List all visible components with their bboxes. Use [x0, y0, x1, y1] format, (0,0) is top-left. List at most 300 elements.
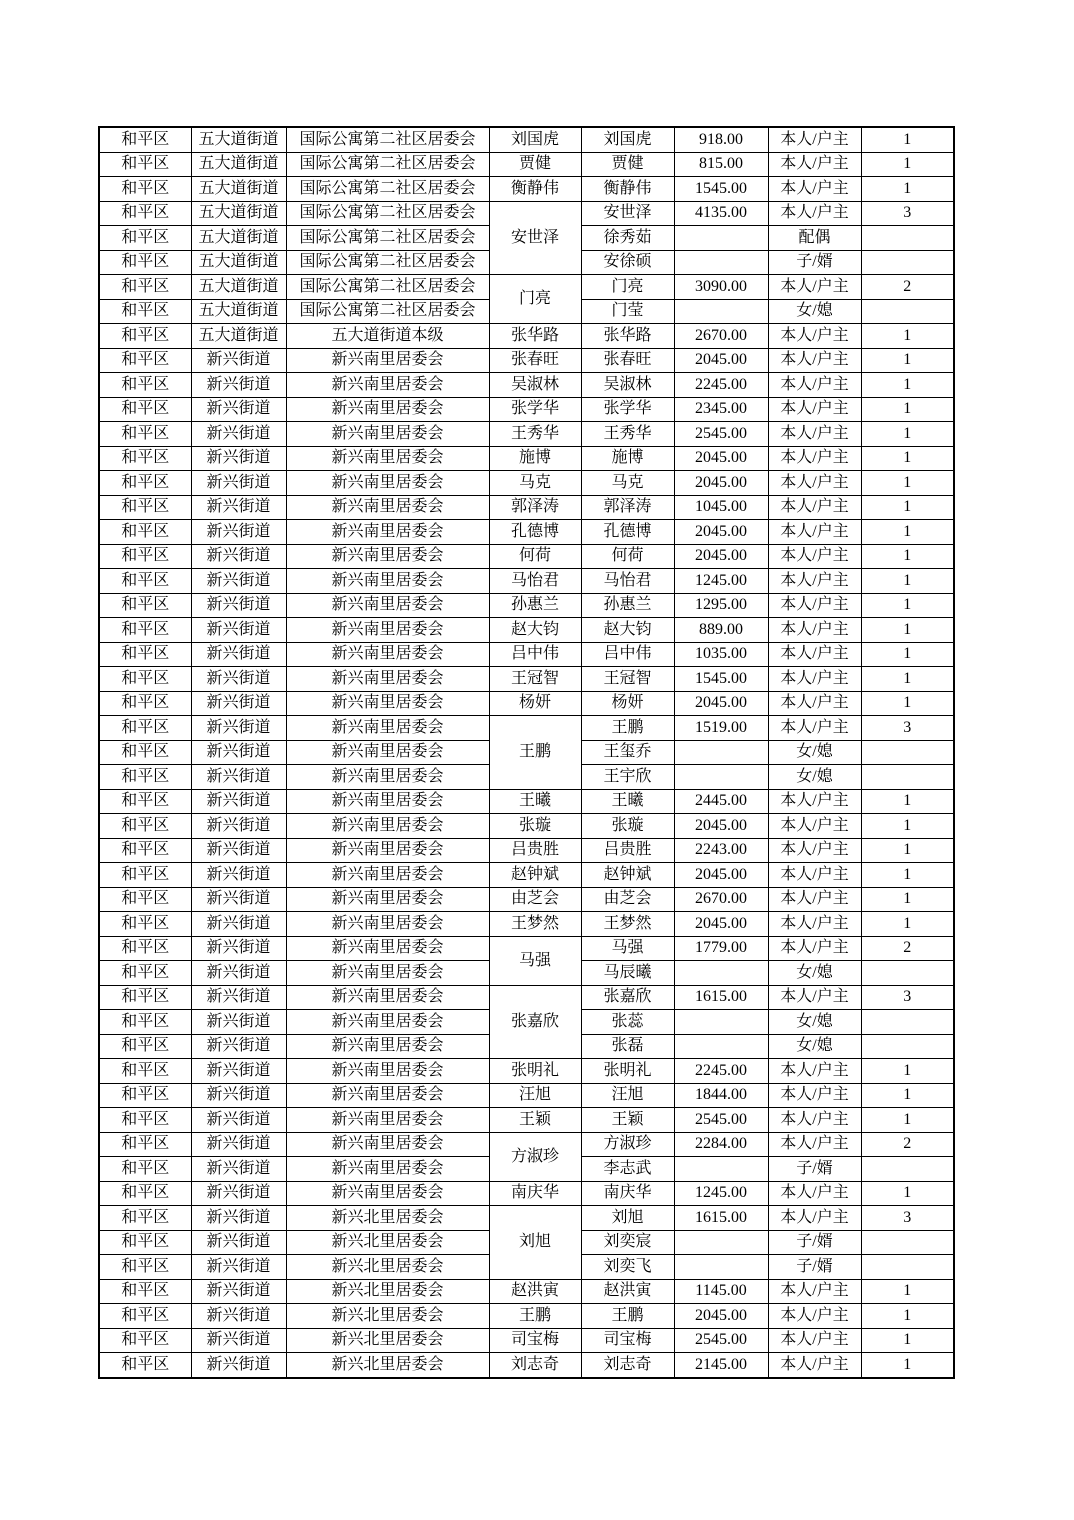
cell-street: 新兴街道	[191, 1181, 286, 1206]
cell-household-size: 1	[861, 1328, 954, 1353]
cell-district: 和平区	[99, 127, 191, 152]
cell-amount: 2545.00	[674, 422, 768, 447]
cell-household-size: 1	[861, 912, 954, 937]
cell-street: 新兴街道	[191, 446, 286, 471]
cell-household-head: 张学华	[489, 397, 581, 422]
cell-relation: 本人/户主	[768, 789, 861, 814]
cell-street: 新兴街道	[191, 814, 286, 839]
cell-member-name: 张嘉欣	[581, 985, 674, 1010]
cell-relation: 本人/户主	[768, 544, 861, 569]
cell-member-name: 何荷	[581, 544, 674, 569]
cell-street: 新兴街道	[191, 936, 286, 961]
cell-household-size: 1	[861, 593, 954, 618]
cell-relation: 本人/户主	[768, 936, 861, 961]
cell-relation: 本人/户主	[768, 838, 861, 863]
cell-street: 新兴街道	[191, 765, 286, 790]
cell-committee: 新兴南里居委会	[286, 397, 489, 422]
cell-household-head: 马强	[489, 936, 581, 985]
cell-household-size: 1	[861, 814, 954, 839]
cell-member-name: 赵钟斌	[581, 863, 674, 888]
cell-street: 新兴街道	[191, 544, 286, 569]
cell-member-name: 吕贵胜	[581, 838, 674, 863]
cell-district: 和平区	[99, 1083, 191, 1108]
cell-household-head: 南庆华	[489, 1181, 581, 1206]
cell-district: 和平区	[99, 765, 191, 790]
cell-committee: 新兴南里居委会	[286, 716, 489, 741]
cell-street: 新兴街道	[191, 1255, 286, 1280]
cell-household-size: 1	[861, 422, 954, 447]
table-row	[99, 1181, 954, 1206]
cell-relation: 女/媳	[768, 299, 861, 324]
cell-member-name: 施博	[581, 446, 674, 471]
cell-street: 新兴街道	[191, 691, 286, 716]
cell-household-head: 张嘉欣	[489, 985, 581, 1059]
cell-member-name: 马克	[581, 471, 674, 496]
cell-household-size: 2	[861, 275, 954, 300]
table-row	[99, 446, 954, 471]
cell-member-name: 王宇欣	[581, 765, 674, 790]
cell-amount: 2045.00	[674, 520, 768, 545]
cell-committee: 新兴北里居委会	[286, 1353, 489, 1378]
cell-district: 和平区	[99, 593, 191, 618]
cell-district: 和平区	[99, 495, 191, 520]
cell-member-name: 方淑珍	[581, 1132, 674, 1157]
cell-household-size: 1	[861, 1083, 954, 1108]
cell-relation: 本人/户主	[768, 520, 861, 545]
cell-amount: 2545.00	[674, 1108, 768, 1133]
cell-committee: 新兴南里居委会	[286, 1132, 489, 1157]
cell-committee: 新兴南里居委会	[286, 740, 489, 765]
cell-amount	[674, 226, 768, 251]
cell-street: 新兴街道	[191, 1279, 286, 1304]
cell-relation: 本人/户主	[768, 471, 861, 496]
table-row	[99, 275, 954, 300]
cell-relation: 本人/户主	[768, 1132, 861, 1157]
cell-district: 和平区	[99, 1353, 191, 1378]
cell-amount: 1779.00	[674, 936, 768, 961]
cell-household-size	[861, 961, 954, 986]
cell-household-head: 赵钟斌	[489, 863, 581, 888]
cell-household-size: 1	[861, 520, 954, 545]
cell-street: 新兴街道	[191, 471, 286, 496]
cell-district: 和平区	[99, 1230, 191, 1255]
cell-member-name: 张璇	[581, 814, 674, 839]
cell-relation: 本人/户主	[768, 1279, 861, 1304]
table-row	[99, 373, 954, 398]
cell-amount	[674, 740, 768, 765]
cell-household-size	[861, 226, 954, 251]
cell-member-name: 安徐硕	[581, 250, 674, 275]
cell-street: 五大道街道	[191, 250, 286, 275]
cell-relation: 本人/户主	[768, 1059, 861, 1084]
cell-district: 和平区	[99, 1132, 191, 1157]
cell-member-name: 赵大钧	[581, 618, 674, 643]
cell-member-name: 安世泽	[581, 201, 674, 226]
cell-committee: 新兴北里居委会	[286, 1230, 489, 1255]
cell-household-head: 马克	[489, 471, 581, 496]
cell-street: 新兴街道	[191, 887, 286, 912]
table-row	[99, 1353, 954, 1378]
table-row	[99, 593, 954, 618]
cell-street: 新兴街道	[191, 740, 286, 765]
cell-amount: 2245.00	[674, 373, 768, 398]
cell-household-size: 1	[861, 863, 954, 888]
cell-committee: 新兴南里居委会	[286, 789, 489, 814]
cell-committee: 新兴南里居委会	[286, 1157, 489, 1182]
cell-amount: 2045.00	[674, 348, 768, 373]
cell-street: 新兴街道	[191, 1230, 286, 1255]
cell-relation: 本人/户主	[768, 691, 861, 716]
cell-street: 五大道街道	[191, 226, 286, 251]
cell-amount: 2545.00	[674, 1328, 768, 1353]
cell-relation: 本人/户主	[768, 1328, 861, 1353]
cell-amount: 2670.00	[674, 887, 768, 912]
cell-street: 新兴街道	[191, 520, 286, 545]
cell-street: 新兴街道	[191, 838, 286, 863]
cell-amount: 1295.00	[674, 593, 768, 618]
cell-household-size: 1	[861, 887, 954, 912]
cell-amount: 2045.00	[674, 471, 768, 496]
cell-member-name: 孙惠兰	[581, 593, 674, 618]
cell-household-head: 张春旺	[489, 348, 581, 373]
cell-street: 五大道街道	[191, 177, 286, 202]
cell-relation: 本人/户主	[768, 814, 861, 839]
cell-district: 和平区	[99, 299, 191, 324]
cell-household-head: 孙惠兰	[489, 593, 581, 618]
cell-relation: 本人/户主	[768, 667, 861, 692]
cell-member-name: 王鹏	[581, 1304, 674, 1329]
cell-amount: 1245.00	[674, 569, 768, 594]
cell-amount: 2045.00	[674, 446, 768, 471]
table-row	[99, 1304, 954, 1329]
table-row	[99, 324, 954, 349]
cell-committee: 新兴南里居委会	[286, 471, 489, 496]
cell-household-size	[861, 1010, 954, 1035]
cell-household-size: 1	[861, 1353, 954, 1378]
cell-committee: 新兴北里居委会	[286, 1328, 489, 1353]
cell-street: 五大道街道	[191, 152, 286, 177]
cell-amount: 918.00	[674, 127, 768, 152]
cell-street: 新兴街道	[191, 1157, 286, 1182]
cell-member-name: 刘奕宸	[581, 1230, 674, 1255]
cell-household-head: 司宝梅	[489, 1328, 581, 1353]
cell-household-size	[861, 1034, 954, 1059]
cell-street: 新兴街道	[191, 593, 286, 618]
cell-committee: 新兴南里居委会	[286, 593, 489, 618]
cell-committee: 新兴南里居委会	[286, 642, 489, 667]
resident-roster-table	[98, 126, 955, 1379]
cell-household-head: 张璇	[489, 814, 581, 839]
table-row	[99, 1132, 954, 1157]
cell-household-head: 张华路	[489, 324, 581, 349]
cell-district: 和平区	[99, 642, 191, 667]
cell-member-name: 刘旭	[581, 1206, 674, 1231]
cell-district: 和平区	[99, 1304, 191, 1329]
cell-relation: 本人/户主	[768, 373, 861, 398]
cell-household-size: 1	[861, 495, 954, 520]
cell-amount: 2045.00	[674, 1304, 768, 1329]
cell-amount: 1545.00	[674, 667, 768, 692]
cell-district: 和平区	[99, 667, 191, 692]
cell-relation: 本人/户主	[768, 1206, 861, 1231]
cell-street: 新兴街道	[191, 1010, 286, 1035]
cell-household-head: 王颖	[489, 1108, 581, 1133]
cell-household-head: 贾健	[489, 152, 581, 177]
table-row	[99, 642, 954, 667]
cell-district: 和平区	[99, 348, 191, 373]
cell-committee: 新兴南里居委会	[286, 569, 489, 594]
cell-household-head: 赵洪寅	[489, 1279, 581, 1304]
table-row	[99, 1328, 954, 1353]
cell-household-size: 1	[861, 152, 954, 177]
cell-committee: 新兴南里居委会	[286, 1181, 489, 1206]
cell-relation: 本人/户主	[768, 1304, 861, 1329]
cell-household-head: 王鹏	[489, 716, 581, 790]
cell-member-name: 张蕊	[581, 1010, 674, 1035]
cell-relation: 本人/户主	[768, 324, 861, 349]
cell-relation: 本人/户主	[768, 593, 861, 618]
cell-member-name: 李志武	[581, 1157, 674, 1182]
cell-street: 新兴街道	[191, 1083, 286, 1108]
cell-household-size	[861, 1157, 954, 1182]
cell-member-name: 王颖	[581, 1108, 674, 1133]
cell-district: 和平区	[99, 275, 191, 300]
cell-household-size: 1	[861, 177, 954, 202]
cell-relation: 女/媳	[768, 1010, 861, 1035]
cell-member-name: 刘志奇	[581, 1353, 674, 1378]
cell-district: 和平区	[99, 397, 191, 422]
cell-household-size: 1	[861, 348, 954, 373]
cell-member-name: 张磊	[581, 1034, 674, 1059]
cell-street: 新兴街道	[191, 961, 286, 986]
cell-household-head: 吕中伟	[489, 642, 581, 667]
cell-committee: 国际公寓第二社区居委会	[286, 226, 489, 251]
cell-household-size: 1	[861, 642, 954, 667]
cell-household-size: 1	[861, 691, 954, 716]
cell-household-head: 孔德博	[489, 520, 581, 545]
cell-household-size	[861, 740, 954, 765]
table-row	[99, 1206, 954, 1231]
cell-relation: 女/媳	[768, 765, 861, 790]
cell-street: 新兴街道	[191, 1132, 286, 1157]
cell-committee: 新兴南里居委会	[286, 814, 489, 839]
cell-street: 新兴街道	[191, 397, 286, 422]
cell-household-size: 1	[861, 324, 954, 349]
cell-relation: 本人/户主	[768, 348, 861, 373]
cell-district: 和平区	[99, 544, 191, 569]
cell-household-head: 郭泽涛	[489, 495, 581, 520]
cell-amount: 815.00	[674, 152, 768, 177]
cell-street: 新兴街道	[191, 373, 286, 398]
cell-committee: 新兴南里居委会	[286, 667, 489, 692]
cell-relation: 本人/户主	[768, 446, 861, 471]
cell-district: 和平区	[99, 1059, 191, 1084]
table-row	[99, 936, 954, 961]
cell-household-head: 张明礼	[489, 1059, 581, 1084]
cell-committee: 新兴南里居委会	[286, 520, 489, 545]
cell-household-head: 王曦	[489, 789, 581, 814]
cell-household-size: 1	[861, 1181, 954, 1206]
cell-relation: 本人/户主	[768, 152, 861, 177]
cell-street: 新兴街道	[191, 1034, 286, 1059]
roster-table-body	[99, 127, 954, 1378]
cell-amount	[674, 250, 768, 275]
cell-district: 和平区	[99, 1108, 191, 1133]
cell-district: 和平区	[99, 691, 191, 716]
cell-member-name: 王冠智	[581, 667, 674, 692]
cell-committee: 国际公寓第二社区居委会	[286, 127, 489, 152]
cell-relation: 本人/户主	[768, 912, 861, 937]
table-row	[99, 691, 954, 716]
cell-household-size: 1	[861, 544, 954, 569]
cell-street: 五大道街道	[191, 201, 286, 226]
cell-member-name: 王秀华	[581, 422, 674, 447]
cell-district: 和平区	[99, 814, 191, 839]
cell-household-size: 1	[861, 446, 954, 471]
cell-committee: 新兴南里居委会	[286, 1010, 489, 1035]
cell-committee: 新兴南里居委会	[286, 348, 489, 373]
cell-relation: 子/婿	[768, 1230, 861, 1255]
cell-household-head: 门亮	[489, 275, 581, 324]
cell-household-head: 王鹏	[489, 1304, 581, 1329]
cell-street: 新兴街道	[191, 1059, 286, 1084]
cell-street: 新兴街道	[191, 1328, 286, 1353]
cell-district: 和平区	[99, 471, 191, 496]
cell-relation: 本人/户主	[768, 422, 861, 447]
cell-district: 和平区	[99, 422, 191, 447]
table-row	[99, 838, 954, 863]
cell-relation: 本人/户主	[768, 495, 861, 520]
table-row	[99, 716, 954, 741]
cell-committee: 新兴南里居委会	[286, 985, 489, 1010]
cell-household-size: 1	[861, 373, 954, 398]
cell-committee: 新兴北里居委会	[286, 1206, 489, 1231]
cell-relation: 本人/户主	[768, 863, 861, 888]
cell-amount: 2145.00	[674, 1353, 768, 1378]
cell-committee: 新兴南里居委会	[286, 863, 489, 888]
cell-amount: 4135.00	[674, 201, 768, 226]
cell-district: 和平区	[99, 1328, 191, 1353]
cell-committee: 新兴南里居委会	[286, 1083, 489, 1108]
cell-district: 和平区	[99, 446, 191, 471]
table-row	[99, 789, 954, 814]
cell-amount: 2245.00	[674, 1059, 768, 1084]
cell-amount: 2445.00	[674, 789, 768, 814]
cell-household-size	[861, 299, 954, 324]
cell-district: 和平区	[99, 985, 191, 1010]
cell-relation: 本人/户主	[768, 887, 861, 912]
cell-member-name: 司宝梅	[581, 1328, 674, 1353]
cell-member-name: 孔德博	[581, 520, 674, 545]
table-row	[99, 569, 954, 594]
cell-member-name: 马辰曦	[581, 961, 674, 986]
cell-member-name: 张学华	[581, 397, 674, 422]
cell-committee: 新兴南里居委会	[286, 422, 489, 447]
cell-district: 和平区	[99, 1010, 191, 1035]
cell-committee: 新兴南里居委会	[286, 1034, 489, 1059]
cell-member-name: 王曦	[581, 789, 674, 814]
cell-district: 和平区	[99, 1181, 191, 1206]
cell-relation: 配偶	[768, 226, 861, 251]
cell-relation: 本人/户主	[768, 201, 861, 226]
cell-committee: 新兴南里居委会	[286, 373, 489, 398]
cell-amount: 2045.00	[674, 912, 768, 937]
table-row	[99, 495, 954, 520]
table-row	[99, 177, 954, 202]
cell-household-size: 1	[861, 667, 954, 692]
cell-district: 和平区	[99, 569, 191, 594]
cell-street: 新兴街道	[191, 912, 286, 937]
cell-household-head: 王冠智	[489, 667, 581, 692]
cell-member-name: 刘奕飞	[581, 1255, 674, 1280]
cell-amount: 1844.00	[674, 1083, 768, 1108]
cell-amount	[674, 1010, 768, 1035]
cell-member-name: 衡静伟	[581, 177, 674, 202]
cell-street: 五大道街道	[191, 324, 286, 349]
cell-household-size	[861, 250, 954, 275]
cell-amount: 1545.00	[674, 177, 768, 202]
table-row	[99, 618, 954, 643]
cell-household-head: 刘国虎	[489, 127, 581, 152]
cell-relation: 本人/户主	[768, 569, 861, 594]
cell-street: 新兴街道	[191, 1304, 286, 1329]
cell-street: 五大道街道	[191, 275, 286, 300]
cell-amount	[674, 961, 768, 986]
cell-district: 和平区	[99, 789, 191, 814]
cell-member-name: 徐秀茹	[581, 226, 674, 251]
table-row	[99, 1108, 954, 1133]
cell-household-size: 1	[861, 1304, 954, 1329]
cell-amount: 1245.00	[674, 1181, 768, 1206]
cell-household-head: 方淑珍	[489, 1132, 581, 1181]
table-row	[99, 863, 954, 888]
cell-committee: 新兴南里居委会	[286, 691, 489, 716]
cell-household-size: 1	[861, 618, 954, 643]
cell-member-name: 杨妍	[581, 691, 674, 716]
cell-district: 和平区	[99, 961, 191, 986]
table-row	[99, 1279, 954, 1304]
cell-committee: 国际公寓第二社区居委会	[286, 201, 489, 226]
table-row	[99, 814, 954, 839]
cell-committee: 国际公寓第二社区居委会	[286, 177, 489, 202]
cell-committee: 新兴南里居委会	[286, 936, 489, 961]
cell-committee: 新兴南里居委会	[286, 887, 489, 912]
cell-district: 和平区	[99, 716, 191, 741]
cell-amount: 2045.00	[674, 544, 768, 569]
table-row	[99, 201, 954, 226]
cell-household-size: 3	[861, 716, 954, 741]
cell-relation: 本人/户主	[768, 1108, 861, 1133]
cell-member-name: 郭泽涛	[581, 495, 674, 520]
cell-street: 新兴街道	[191, 1108, 286, 1133]
cell-district: 和平区	[99, 373, 191, 398]
cell-committee: 新兴北里居委会	[286, 1255, 489, 1280]
cell-relation: 本人/户主	[768, 1181, 861, 1206]
cell-relation: 本人/户主	[768, 127, 861, 152]
cell-household-head: 刘志奇	[489, 1353, 581, 1378]
cell-household-size	[861, 1255, 954, 1280]
cell-committee: 新兴南里居委会	[286, 912, 489, 937]
cell-district: 和平区	[99, 1255, 191, 1280]
table-row	[99, 127, 954, 152]
cell-district: 和平区	[99, 201, 191, 226]
table-row	[99, 397, 954, 422]
cell-member-name: 王玺乔	[581, 740, 674, 765]
cell-household-head: 汪旭	[489, 1083, 581, 1108]
cell-member-name: 刘国虎	[581, 127, 674, 152]
cell-committee: 新兴北里居委会	[286, 1279, 489, 1304]
cell-relation: 本人/户主	[768, 985, 861, 1010]
